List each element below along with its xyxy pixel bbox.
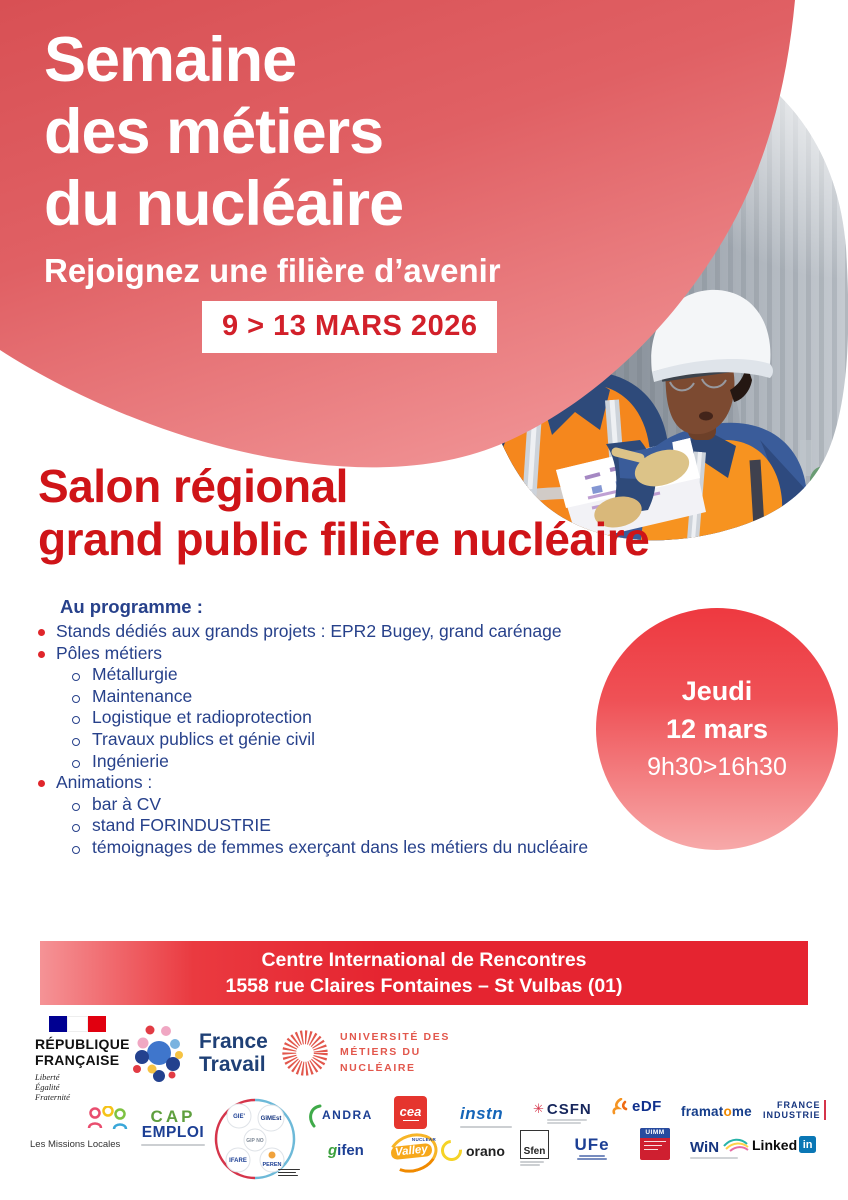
nuclear-valley-logo: NUCLEAR Valley	[386, 1134, 436, 1170]
svg-text:IFARE: IFARE	[229, 1158, 247, 1164]
svg-text:GîMEst: GîMEst	[260, 1116, 282, 1122]
france-travail-dots-icon	[128, 1022, 190, 1084]
poster-title-line: Semaine	[44, 25, 297, 95]
csfn-star-icon: ✳	[533, 1101, 544, 1116]
venue-name: Centre International de Rencontres	[261, 949, 587, 971]
event-day: Jeudi	[681, 676, 753, 706]
edf-flame-icon	[612, 1098, 629, 1115]
csfn-logo: ✳ CSFN	[533, 1102, 592, 1124]
andra-logo: ANDRA	[306, 1102, 373, 1128]
cea-logo: cea	[394, 1096, 427, 1129]
instn-logo: instn	[460, 1104, 512, 1128]
framatome-logo: framatome	[681, 1104, 752, 1119]
list-item: Pôles métiers	[36, 643, 626, 665]
orano-logo: orano	[441, 1140, 505, 1161]
program-section	[36, 596, 626, 859]
section-title	[38, 460, 649, 566]
section-title-line: Salon régional	[38, 460, 348, 512]
cap-emploi-logo: CAP EMPLOI	[133, 1108, 213, 1146]
svg-text:GIE': GIE'	[233, 1114, 245, 1120]
list-item: Maintenance	[36, 686, 626, 708]
missions-locales-logo: Les Missions Locales	[30, 1106, 190, 1150]
ufe-logo: UFe	[572, 1136, 612, 1160]
list-item: Ingénierie	[36, 751, 626, 773]
fine-print	[278, 1169, 300, 1177]
win-ribbon-icon	[723, 1136, 749, 1152]
background-object	[810, 466, 838, 494]
french-flag-icon	[49, 1016, 106, 1032]
venue-address: 1558 rue Claires Fontaines – St Vulbas (01)	[225, 975, 623, 997]
svg-text:PEREN: PEREN	[262, 1162, 282, 1168]
venue-banner	[40, 941, 808, 1005]
uimm-logo: UIMM	[640, 1128, 670, 1160]
event-date: 12 mars	[665, 714, 769, 744]
svg-text:GIP NO: GIP NO	[246, 1138, 264, 1144]
poster-title-line: des métiers	[44, 97, 384, 167]
list-item: stand FORINDUSTRIE	[36, 815, 626, 837]
edf-logo: eDF	[612, 1098, 662, 1115]
list-item: Métallurgie	[36, 664, 626, 686]
andra-swoosh-icon	[306, 1102, 322, 1128]
associations-circle-logo	[212, 1096, 298, 1182]
linkedin-in-icon: in	[799, 1136, 816, 1153]
event-hours: 9h30>16h30	[647, 753, 787, 781]
universite-metiers-nucleaire-logo: UNIVERSITÉ DES MÉTIERS DU NUCLÉAIRE	[280, 1028, 450, 1078]
orano-ring-icon	[437, 1136, 467, 1166]
rf-motto: Liberté Égalité Fraternité	[35, 1072, 70, 1102]
program-list	[36, 621, 626, 859]
poster-subtitle: Rejoignez une filière d’avenir	[44, 252, 501, 289]
list-item: Travaux publics et génie civil	[36, 729, 626, 751]
list-item: Stands dédiés aux grands projets : EPR2 Bugey, grand carénage	[36, 621, 626, 643]
france-travail-logo: France Travail	[128, 1022, 268, 1084]
event-date-circle	[596, 608, 838, 850]
france-industrie-logo: FRANCE INDUSTRIE	[763, 1100, 826, 1120]
win-logo: WiN	[690, 1136, 749, 1159]
sunburst-icon	[280, 1028, 330, 1078]
list-item: Logistique et radioprotection	[36, 707, 626, 729]
sfen-logo: Sfen	[520, 1130, 550, 1166]
list-item: bar à CV	[36, 794, 626, 816]
program-heading: Au programme :	[60, 596, 203, 617]
linkedin-logo: Linked in	[752, 1136, 816, 1153]
date-badge: 9 > 13 MARS 2026	[202, 301, 497, 353]
poster-title-line: du nucléaire	[44, 169, 404, 239]
gifen-logo: gifen	[328, 1142, 364, 1159]
list-item: témoignages de femmes exerçant dans les métiers du nucléaire	[36, 837, 626, 859]
section-title-line: grand public filière nucléaire	[38, 513, 650, 565]
list-item: Animations :	[36, 772, 626, 794]
poster-title	[44, 24, 403, 240]
people-icon	[86, 1106, 136, 1132]
republique-francaise-logo: RÉPUBLIQUE FRANÇAISE Liberté Égalité Fraternité	[35, 1016, 145, 1102]
